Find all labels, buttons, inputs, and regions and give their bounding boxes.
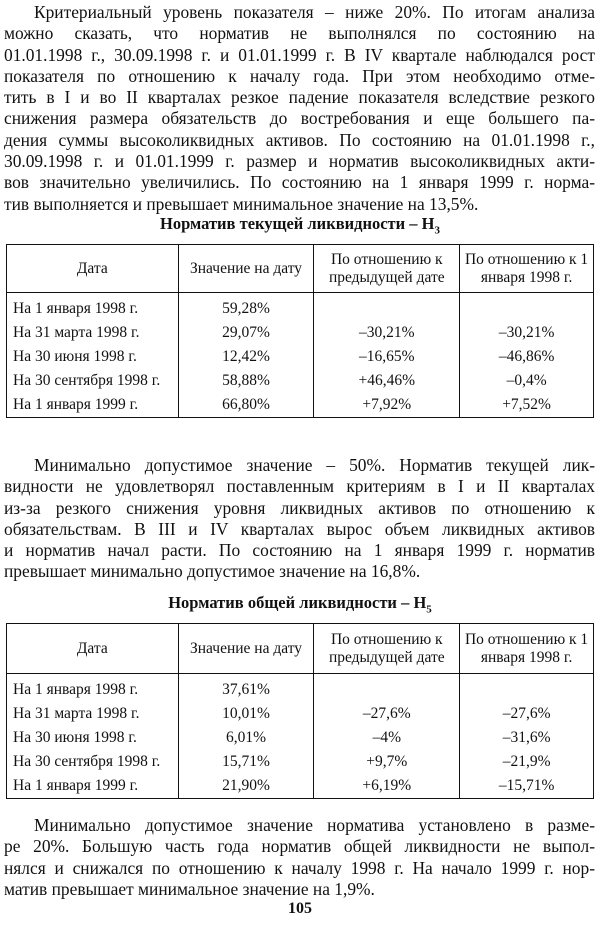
date-cell: На 1 января 1999 г. xyxy=(7,393,179,418)
paragraph-line: вов значительно увеличились. По состоянию на 1 января 1999 г. норма- xyxy=(4,172,595,193)
paragraph-line: Минимально допустимое значение норматива установлено в разме- xyxy=(34,815,595,835)
table-2-title: Норматив общей ликвидности – $Н_5$ xyxy=(168,593,432,616)
paragraph-line: дения суммы высоколиквидных активов. По состоянию на 01.01.1998 г., xyxy=(4,129,595,150)
column-header: Дата xyxy=(7,245,179,293)
paragraph-line: ре 20%. Большую часть года норматив общей ликвидности не выпол- xyxy=(4,836,595,857)
change-base-cell: –31,6% xyxy=(460,726,594,750)
change-base-cell: +7,52% xyxy=(460,393,594,418)
column-header: По отношению к предыдущей дате xyxy=(314,245,460,293)
date-cell: На 1 января 1998 г. xyxy=(7,674,179,703)
value-cell: 15,71% xyxy=(178,750,314,774)
subscript-index: 5 xyxy=(426,603,432,616)
date-cell: На 1 января 1998 г. xyxy=(7,293,179,322)
value-cell: 6,01% xyxy=(178,726,314,750)
date-cell: На 30 июня 1998 г. xyxy=(7,345,179,369)
table-row xyxy=(7,750,594,774)
table-2-general-liquidity xyxy=(6,623,594,799)
paragraph-3 xyxy=(4,815,595,900)
change-base-cell: –46,86% xyxy=(460,345,594,369)
change-base-cell xyxy=(460,293,594,322)
paragraph-line: тив выполняется и превышает минимальное значение на 13,5%. xyxy=(4,193,479,214)
table-row xyxy=(7,369,594,393)
paragraph-line: тить в I и во II кварталах резкое падение показателя вследствие резкого xyxy=(4,87,595,108)
table-row xyxy=(7,293,594,322)
change-base-cell: –0,4% xyxy=(460,369,594,393)
date-cell: На 1 января 1999 г. xyxy=(7,774,179,799)
paragraph-line: Минимально допустимое значение – 50%. Норматив текущей лик- xyxy=(34,455,595,475)
column-header: Значение на дату xyxy=(178,624,314,674)
value-cell: 29,07% xyxy=(178,321,314,345)
paragraph-line: матив превышает минимальное значение на 1,9%. xyxy=(4,878,375,899)
paragraph-line: и норматив начал расти. По состоянию на 1 января 1999 г. норматив xyxy=(4,540,595,561)
change-prev-cell xyxy=(314,293,460,322)
table-row xyxy=(7,321,594,345)
paragraph-line: превышает минимально допустимое значение на 16,8%. xyxy=(4,561,421,582)
change-prev-cell: –30,21% xyxy=(314,321,460,345)
paragraph-line: снижения размера обязательств до востребования и еще большего па- xyxy=(4,108,595,129)
change-prev-cell: +6,19% xyxy=(314,774,460,799)
change-base-cell: –27,6% xyxy=(460,702,594,726)
paragraph-1 xyxy=(4,2,595,215)
change-base-cell xyxy=(460,674,594,703)
table-row xyxy=(7,774,594,799)
column-header: По отношению к 1 января 1998 г. xyxy=(460,245,594,293)
value-cell: 10,01% xyxy=(178,702,314,726)
table-1-title: Норматив текущей ликвидности – $Н_3$ xyxy=(159,214,440,237)
value-cell: 37,61% xyxy=(178,674,314,703)
value-cell: 59,28% xyxy=(178,293,314,322)
change-base-cell: –21,9% xyxy=(460,750,594,774)
paragraph-line: 01.01.1998 г., 30.09.1998 г. и 01.01.1999 г. В IV квартале наблюдался рост xyxy=(4,44,595,65)
change-prev-cell: –4% xyxy=(314,726,460,750)
date-cell: На 31 марта 1998 г. xyxy=(7,321,179,345)
paragraph-line: из-за резкого снижения уровня ликвидных активов по отношению к xyxy=(4,497,595,518)
table-row xyxy=(7,393,594,418)
date-cell: На 31 марта 1998 г. xyxy=(7,702,179,726)
paragraph-line: 30.09.1998 г. и 01.01.1999 г. размер и норматив высоколиквидных акти- xyxy=(4,151,595,172)
page-number: 105 xyxy=(288,900,312,917)
column-header: По отношению к предыдущей дате xyxy=(314,624,460,674)
column-header: По отношению к 1 января 1998 г. xyxy=(460,624,594,674)
table-row xyxy=(7,345,594,369)
paragraph-2 xyxy=(4,455,595,583)
value-cell: 58,88% xyxy=(178,369,314,393)
paragraph-line: можно сказать, что норматив не выполнялся по состоянию на xyxy=(4,23,595,44)
change-base-cell: –30,21% xyxy=(460,321,594,345)
change-prev-cell: +7,92% xyxy=(314,393,460,418)
table-row xyxy=(7,702,594,726)
column-header: Значение на дату xyxy=(178,245,314,293)
change-prev-cell: +9,7% xyxy=(314,750,460,774)
paragraph-line: видности не удовлетворял поставленным критериям в I и II кварталах xyxy=(4,476,595,497)
value-cell: 21,90% xyxy=(178,774,314,799)
value-cell: 12,42% xyxy=(178,345,314,369)
change-prev-cell: –16,65% xyxy=(314,345,460,369)
table-row xyxy=(7,674,594,703)
paragraph-line: нялся и снижался по отношению к началу 1998 г. На начало 1999 г. нор- xyxy=(4,857,595,878)
date-cell: На 30 сентября 1998 г. xyxy=(7,369,179,393)
table-row xyxy=(7,726,594,750)
date-cell: На 30 июня 1998 г. xyxy=(7,726,179,750)
change-prev-cell xyxy=(314,674,460,703)
date-cell: На 30 сентября 1998 г. xyxy=(7,750,179,774)
value-cell: 66,80% xyxy=(178,393,314,418)
change-prev-cell: –27,6% xyxy=(314,702,460,726)
paragraph-line: Критериальный уровень показателя – ниже 20%. По итогам анализа xyxy=(34,2,595,22)
subscript-index: 3 xyxy=(434,224,440,237)
change-base-cell: –15,71% xyxy=(460,774,594,799)
table-1-current-liquidity xyxy=(6,244,594,418)
column-header: Дата xyxy=(7,624,179,674)
paragraph-line: обязательствам. В III и IV кварталах вырос объем ликвидных активов xyxy=(4,518,595,539)
change-prev-cell: +46,46% xyxy=(314,369,460,393)
paragraph-line: показателя по отношению к началу года. При этом необходимо отме- xyxy=(4,65,595,86)
